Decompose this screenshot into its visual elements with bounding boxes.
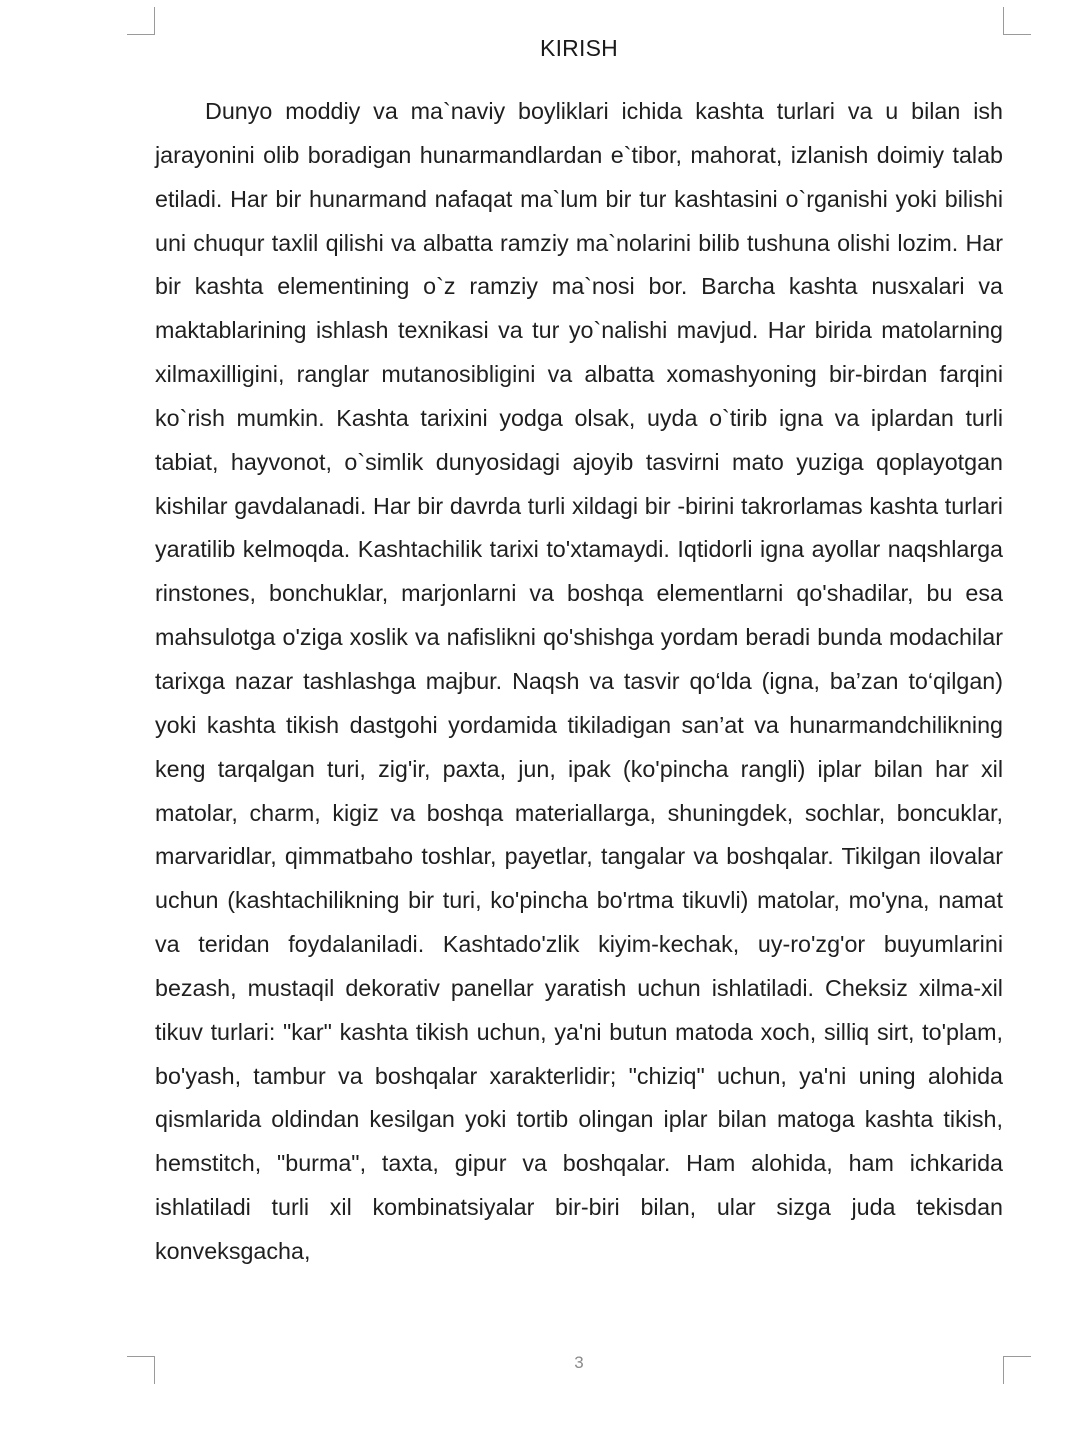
page-title: KIRISH — [540, 35, 618, 61]
crop-mark-top-right — [1003, 7, 1031, 35]
page-number: 3 — [574, 1353, 584, 1372]
crop-mark-top-left — [127, 7, 155, 35]
crop-mark-bottom-left — [127, 1356, 155, 1384]
body-paragraph: Dunyo moddiy va ma`naviy boyliklari ichida kashta turlari va u bilan ish jarayonini olib boradigan hunarmandlardan e`tibor, mahorat, izlanish doimiy talab etiladi. Har bir hunarmand nafaqat ma`lum bir tur kashtasini o`rganishi yoki bilishi uni chuqur taxlil qilishi va albatta ramziy ma`nolarini bilib tushuna olishi lozim. Har bir kashta elementining o`z ramziy ma`nosi bor. Barcha kashta nusxalari va maktablarining ishlash texnikasi va tur yo`nalishi mavjud. Har birida matolarning xilmaxilligini, ranglar mutanosibligini va albatta xomashyoning bir-birdan farqini ko`rish mumkin. Kashta tarixini yodga olsak, uyda o`tirib igna va iplardan turli tabiat, hayvonot, o`simlik dunyosidagi ajoyib tasvirni mato yuziga qoplayotgan kishilar gavdalanadi. Har bir davrda turli xildagi bir -birini takrorlamas kashta turlari yaratilib kelmoqda. Kashtachilik tarixi to'xtamaydi. Iqtidorli igna ayollar naqshlarga rinstones, bonchuklar, marjonlarni va boshqa elementlarni qo'shadilar, bu esa mahsulotga o'ziga xoslik va nafislikni qo'shishga yordam beradi bunda modachilar tarixga nazar tashlashga majbur. Naqsh va tasvir qo‘lda (igna, ba’zan to‘qilgan) yoki kashta tikish dastgohi yordamida tikiladigan san’at va hunarmandchilikning keng tarqalgan turi, zig'ir, paxta, jun, ipak (ko'pincha rangli) iplar bilan har xil matolar, charm, kigiz va boshqa materiallarga, shuningdek, sochlar, boncuklar, marvaridlar, qimmatbaho toshlar, payetlar, tangalar va boshqalar. Tikilgan ilovalar uchun (kashtachilikning bir turi, ko'pincha bo'rtma tikuvli) matolar, mo'yna, namat va teridan foydalaniladi. Kashtado'zlik kiyim-kechak, uy-ro'zg'or buyumlarini bezash, mustaqil dekorativ panellar yaratish uchun ishlatiladi. Cheksiz xilma-xil tikuv turlari: "kar" kashta tikish uchun, ya'ni butun matoda xoch, silliq sirt, to'plam, bo'yash, tambur va boshqalar xarakterlidir; "chiziq" uchun, ya'ni uning alohida qismlarida oldindan kesilgan yoki tortib olingan iplar bilan matoga kashta tikish, hemstitch, "burma", taxta, gipur va boshqalar. Ham alohida, ham ichkarida ishlatiladi turli xil kombinatsiyalar bir-biri bilan, ular sizga juda tekisdan konveksgacha, — [155, 98, 1003, 1264]
crop-mark-bottom-right — [1003, 1356, 1031, 1384]
